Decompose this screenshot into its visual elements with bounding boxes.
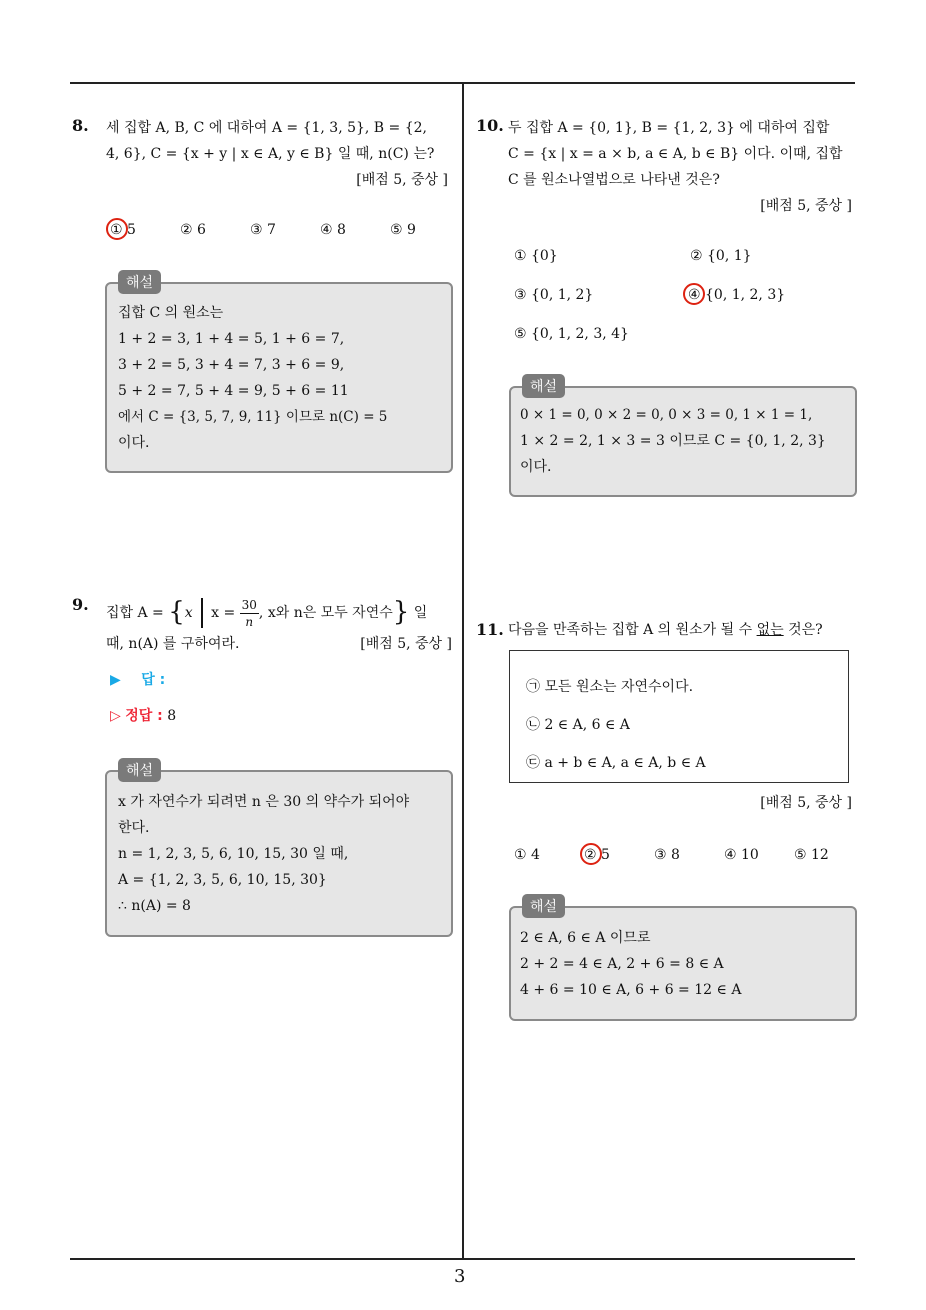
q8-choice-4[interactable]: ④ 8 [320, 222, 346, 238]
q10-choice-4[interactable]: ④ {0, 1, 2, 3} [688, 287, 786, 303]
bar [201, 598, 203, 628]
bottom-rule [70, 1258, 855, 1260]
q10-selected-mark [683, 283, 705, 305]
brace-close: } [392, 597, 410, 627]
q11-selected-mark [580, 843, 602, 865]
q9-solution-line: A = {1, 2, 3, 5, 6, 10, 15, 30} [118, 872, 327, 888]
brace-open: { [168, 597, 185, 627]
q11-solution-tag: 해설 [522, 894, 565, 918]
q11-choice-2[interactable]: ② 5 [584, 847, 610, 863]
answer-label: 답 : [141, 672, 166, 688]
question-8-line-1: 세 집합 A, B, C 에 대하여 A = {1, 3, 5}, B = {2, [106, 120, 427, 136]
q10-solution-line: 이다. [520, 459, 552, 475]
q9-solution-line: 한다. [118, 820, 150, 836]
q11-solution-line: 2 + 2 = 4 ∈ A, 2 + 6 = 8 ∈ A [520, 956, 724, 972]
q11-choice-1[interactable]: ① 4 [514, 847, 540, 863]
question-10-line-2: C = {x | x = a × b, a ∈ A, b ∈ B} 이다. 이때, 집합 [508, 146, 843, 162]
q11-condition-1: ㉠ 모든 원소는 자연수이다. [526, 679, 694, 695]
q9-answer-row[interactable] [110, 667, 165, 693]
question-10-number: 10. [476, 116, 504, 135]
q10-choice-1[interactable]: ① {0} [514, 248, 558, 264]
set-prefix: 집합 A = [106, 605, 164, 621]
q8-solution-line: 1 + 2 = 3, 1 + 4 = 5, 1 + 6 = 7, [118, 331, 345, 347]
q8-solution-line: 5 + 2 = 7, 5 + 4 = 9, 5 + 6 = 11 [118, 383, 349, 399]
q9-solution-line: ∴ n(A) = 8 [118, 898, 191, 914]
q8-choice-3[interactable]: ③ 7 [250, 222, 276, 238]
q10-solution-tag: 해설 [522, 374, 565, 398]
q11-solution-line: 4 + 6 = 10 ∈ A, 6 + 6 = 12 ∈ A [520, 982, 742, 998]
question-10-points: [배점 5, 중상 ] [760, 198, 852, 214]
q11-choice-4[interactable]: ④ 10 [724, 847, 759, 863]
frac-prefix: x = [211, 605, 236, 621]
answer-arrow-icon: ▶ [110, 672, 121, 688]
frac-numerator: 30 [241, 597, 257, 612]
q11-condition-2: ㉡ 2 ∈ A, 6 ∈ A [526, 717, 630, 733]
question-10-line-3: C 를 원소나열법으로 나타낸 것은? [508, 172, 720, 188]
question-10-line-1: 두 집합 A = {0, 1}, B = {1, 2, 3} 에 대하여 집합 [508, 120, 830, 136]
q11-condition-3: ㉢ a + b ∈ A, a ∈ A, b ∈ A [526, 755, 706, 771]
column-divider [462, 83, 464, 1259]
question-9-number: 9. [72, 595, 89, 614]
question-8-line-2: 4, 6}, C = {x + y | x ∈ A, y ∈ B} 일 때, n(C) 는? [106, 146, 435, 162]
q11-choice-5[interactable]: ⑤ 12 [794, 847, 829, 863]
q10-choice-2[interactable]: ② {0, 1} [690, 248, 752, 264]
set-condition: , x와 n은 모두 자연수 [258, 605, 393, 621]
q10-solution-line: 0 × 1 = 0, 0 × 2 = 0, 0 × 3 = 0, 1 × 1 = 1, [520, 407, 813, 423]
set-element: x [184, 605, 193, 621]
question-9-points: [배점 5, 중상 ] [360, 636, 452, 652]
q9-correct-row [110, 703, 176, 729]
q9-solution-line: x 가 자연수가 되려면 n 은 30 의 약수가 되어야 [118, 794, 410, 810]
q8-solution-line: 집합 C 의 원소는 [118, 305, 224, 321]
q8-solution-line: 3 + 2 = 5, 3 + 4 = 7, 3 + 6 = 9, [118, 357, 345, 373]
q8-choice-5[interactable]: ⑤ 9 [390, 222, 416, 238]
q11-text-underlined: 없는 [756, 622, 784, 638]
q10-choice-5[interactable]: ⑤ {0, 1, 2, 3, 4} [514, 326, 629, 342]
fraction [240, 597, 259, 630]
q8-solution-line: 이다. [118, 435, 150, 451]
q10-choice-3[interactable]: ③ {0, 1, 2} [514, 287, 594, 303]
question-8-points: [배점 5, 중상 ] [356, 172, 448, 188]
question-8-number: 8. [72, 116, 89, 135]
question-9-line-1 [106, 592, 427, 633]
q8-choice-1[interactable]: ① 5 [110, 222, 136, 238]
q9-solution-tag: 해설 [118, 758, 161, 782]
frac-denominator: n [245, 614, 254, 629]
question-9-line-2: 때, n(A) 를 구하여라. [106, 636, 240, 652]
q11-text-b: 것은? [783, 622, 823, 638]
q8-choice-2[interactable]: ② 6 [180, 222, 206, 238]
q8-solution-tag: 해설 [118, 270, 161, 294]
q8-selected-mark [106, 218, 128, 240]
page-number: 3 [454, 1266, 466, 1287]
q11-text-a: 다음을 만족하는 집합 A 의 원소가 될 수 [508, 622, 757, 638]
q11-choice-3[interactable]: ③ 8 [654, 847, 680, 863]
question-11-number: 11. [476, 620, 504, 639]
question-11-points: [배점 5, 중상 ] [760, 795, 852, 811]
q9-solution-line: n = 1, 2, 3, 5, 6, 10, 15, 30 일 때, [118, 846, 349, 862]
q8-solution-line: 에서 C = {3, 5, 7, 9, 11} 이므로 n(C) = 5 [118, 409, 388, 425]
q10-solution-line: 1 × 2 = 2, 1 × 3 = 3 이므로 C = {0, 1, 2, 3} [520, 433, 826, 449]
correct-value: 8 [167, 708, 177, 724]
question-11-line-1 [508, 617, 823, 643]
correct-label: 정답 : [125, 708, 163, 724]
q11-solution-line: 2 ∈ A, 6 ∈ A 이므로 [520, 930, 651, 946]
line-end: 일 [413, 605, 428, 621]
correct-arrow-icon: ▷ [110, 708, 121, 724]
